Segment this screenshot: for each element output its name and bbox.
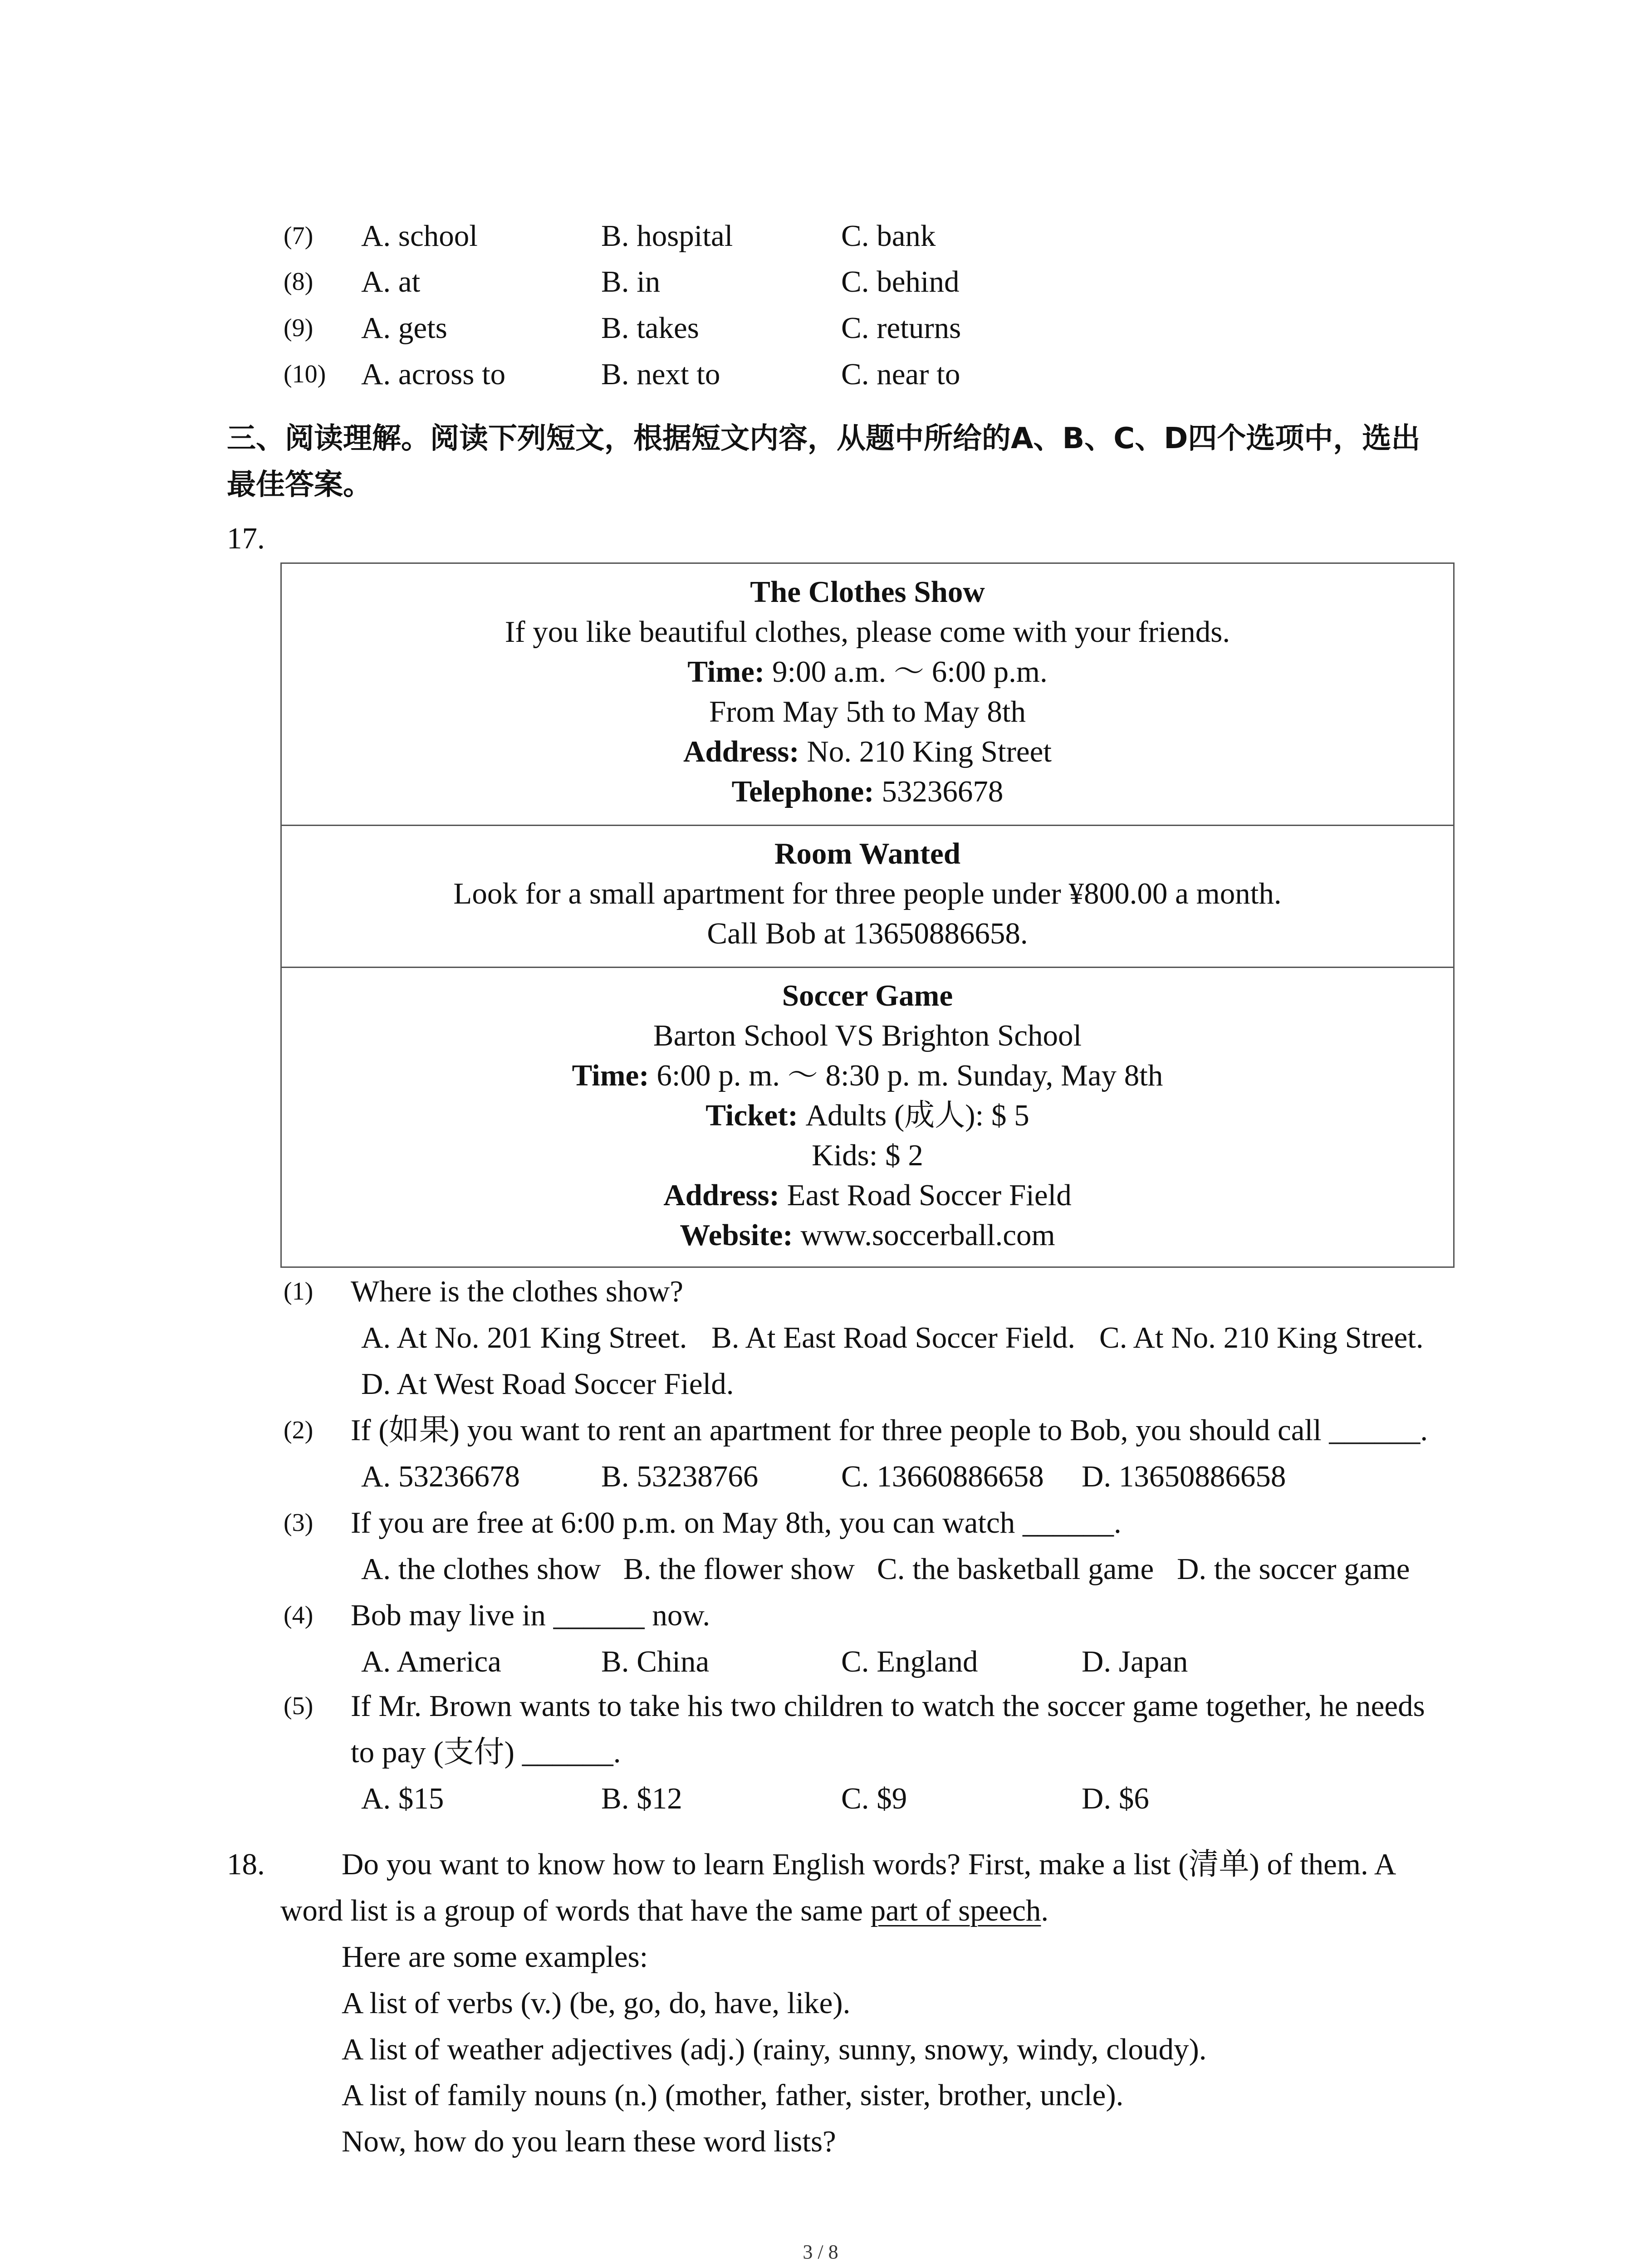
- option-a: A. 53236678: [361, 1460, 520, 1493]
- question-number: (10): [284, 360, 326, 388]
- field-label: Ticket:: [705, 1099, 798, 1132]
- question-text: Bob may live in ______ now.: [351, 1598, 710, 1632]
- option-b: B. hospital: [601, 219, 733, 253]
- option-c: C. near to: [841, 357, 960, 391]
- question-17-number: 17.: [227, 522, 265, 555]
- notice-telephone: [282, 772, 1453, 811]
- option-d: D. $6: [1082, 1782, 1149, 1815]
- question-17-2-stem: [0, 1408, 1641, 1453]
- passage-text: word list is a group of words that have the same: [280, 1894, 871, 1927]
- option-d: D. the soccer game: [1177, 1552, 1410, 1586]
- notice-text: Barton School VS Brighton School: [653, 1019, 1082, 1052]
- field-value: 53236678: [882, 775, 1004, 808]
- field-value: East Road Soccer Field: [787, 1178, 1072, 1212]
- question-text: If Mr. Brown wants to take his two children to watch the soccer game together, he needs: [351, 1689, 1425, 1723]
- passage-line: A list of family nouns (n.) (mother, father, sister, brother, uncle).: [342, 2078, 1124, 2112]
- cloze-row-9: [0, 305, 1641, 351]
- field-value: 6:00 p. m. ～ 8:30 p. m. Sunday, May 8th: [656, 1059, 1163, 1092]
- notice-title: Room Wanted: [774, 837, 961, 870]
- field-value: 9:00 a.m. ～ 6:00 p.m.: [772, 655, 1048, 689]
- question-text: to pay (支付) ______.: [351, 1735, 621, 1769]
- option-a: A. across to: [361, 357, 506, 391]
- option-a: A. America: [361, 1645, 501, 1678]
- underlined-phrase: part of speech: [870, 1894, 1041, 1927]
- question-17-2-options: [0, 1454, 1641, 1499]
- notice-soccer-game: [282, 967, 1453, 1266]
- question-number: (5): [284, 1692, 314, 1720]
- field-value: Adults (成人): $ 5: [805, 1099, 1029, 1132]
- question-17-4-stem: [0, 1593, 1641, 1638]
- question-number: (1): [284, 1277, 314, 1305]
- notice-clothes-show: [282, 564, 1453, 825]
- option-c: C. $9: [841, 1782, 907, 1815]
- option-b: B. $12: [601, 1782, 682, 1815]
- passage-line: A list of verbs (v.) (be, go, do, have, like).: [342, 1986, 851, 2020]
- notice-title: The Clothes Show: [750, 575, 985, 609]
- notice-website: [282, 1215, 1453, 1255]
- question-number: (7): [284, 222, 314, 250]
- field-label: Address:: [683, 735, 799, 768]
- question-17-3-stem: [0, 1500, 1641, 1545]
- question-17-5-stem-2: [0, 1730, 1641, 1775]
- option-c: C. England: [841, 1645, 978, 1678]
- option-d: D. At West Road Soccer Field.: [361, 1367, 734, 1401]
- question-18-number: 18.: [227, 1848, 265, 1881]
- option-d: D. 13650886658: [1082, 1460, 1286, 1493]
- question-17-1-options-2: [0, 1361, 1641, 1407]
- option-b: B. the flower show: [623, 1552, 855, 1586]
- option-b: B. in: [601, 265, 661, 298]
- passage-line: Now, how do you learn these word lists?: [342, 2125, 836, 2158]
- question-17-5-stem: [0, 1683, 1641, 1729]
- option-b: B. 53238766: [601, 1460, 759, 1493]
- question-number: (2): [284, 1416, 314, 1444]
- option-c: C. returns: [841, 311, 961, 345]
- notice-text: If you like beautiful clothes, please come with your friends.: [505, 615, 1230, 649]
- question-text: If you are free at 6:00 p.m. on May 8th, you can watch ______.: [351, 1506, 1122, 1540]
- passage-line: Do you want to know how to learn English words? First, make a list (清单) of them. A: [342, 1848, 1396, 1881]
- field-label: Website:: [680, 1218, 793, 1252]
- section-heading-line-2: 最佳答案。: [227, 468, 372, 502]
- field-label: Address:: [663, 1178, 779, 1212]
- option-b: B. next to: [601, 357, 720, 391]
- cloze-row-8: [0, 259, 1641, 304]
- option-c: C. behind: [841, 265, 960, 298]
- question-17-1-stem: [0, 1269, 1641, 1314]
- question-text: If (如果) you want to rent an apartment for three people to Bob, you should call ______.: [351, 1413, 1428, 1447]
- passage-line: A list of weather adjectives (adj.) (rainy, sunny, snowy, windy, cloudy).: [342, 2033, 1207, 2066]
- option-d: D. Japan: [1082, 1645, 1188, 1678]
- field-value: www.soccerball.com: [800, 1218, 1055, 1252]
- option-c: C. the basketball game: [877, 1552, 1154, 1586]
- notice-address: [282, 1175, 1453, 1215]
- passage-line: [280, 1888, 1048, 1933]
- passage-text: .: [1041, 1894, 1049, 1927]
- notice-room-wanted: [282, 825, 1453, 967]
- notice-address: [282, 732, 1453, 772]
- option-b: B. takes: [601, 311, 699, 345]
- question-number: (4): [284, 1601, 314, 1629]
- option-a: A. school: [361, 219, 478, 253]
- option-a: A. at: [361, 265, 421, 298]
- page-number: 3 / 8: [803, 2241, 838, 2263]
- field-value: No. 210 King Street: [807, 735, 1052, 768]
- question-number: (8): [284, 268, 314, 296]
- notice-text: Call Bob at 13650886658.: [707, 917, 1028, 950]
- question-17-4-options: [0, 1639, 1641, 1684]
- question-17-1-options: [0, 1315, 1641, 1360]
- question-17-5-options: [0, 1776, 1641, 1821]
- notice-ticket: [282, 1095, 1453, 1135]
- passage-line: Here are some examples:: [342, 1940, 648, 1974]
- option-b: B. China: [601, 1645, 710, 1678]
- option-a: A. the clothes show: [361, 1552, 601, 1586]
- option-b: B. At East Road Soccer Field.: [711, 1321, 1076, 1354]
- question-number: (3): [284, 1509, 314, 1537]
- option-a: A. gets: [361, 311, 447, 345]
- section-heading-line-1: 三、阅读理解。阅读下列短文，根据短文内容，从题中所给的A、B、C、D四个选项中，选出: [227, 422, 1421, 455]
- cloze-row-7: [0, 213, 1641, 259]
- notices-table: [280, 562, 1455, 1268]
- option-c: C. bank: [841, 219, 936, 253]
- notice-title: Soccer Game: [782, 979, 953, 1012]
- cloze-row-10: [0, 352, 1641, 397]
- notice-ticket-kids: Kids: $ 2: [812, 1139, 923, 1172]
- option-a: A. $15: [361, 1782, 444, 1815]
- notice-time: [282, 1056, 1453, 1095]
- notice-text: Look for a small apartment for three people under ¥800.00 a month.: [453, 877, 1282, 910]
- question-number: (9): [284, 314, 314, 342]
- field-label: Time:: [572, 1059, 649, 1092]
- question-17-3-options: [0, 1546, 1641, 1592]
- question-text: Where is the clothes show?: [351, 1275, 684, 1308]
- option-c: C. 13660886658: [841, 1460, 1044, 1493]
- notice-dates: From May 5th to May 8th: [709, 695, 1026, 728]
- field-label: Time:: [687, 655, 765, 689]
- option-c: C. At No. 210 King Street.: [1099, 1321, 1424, 1354]
- option-a: A. At No. 201 King Street.: [361, 1321, 687, 1354]
- field-label: Telephone:: [731, 775, 874, 808]
- notice-time: [282, 652, 1453, 692]
